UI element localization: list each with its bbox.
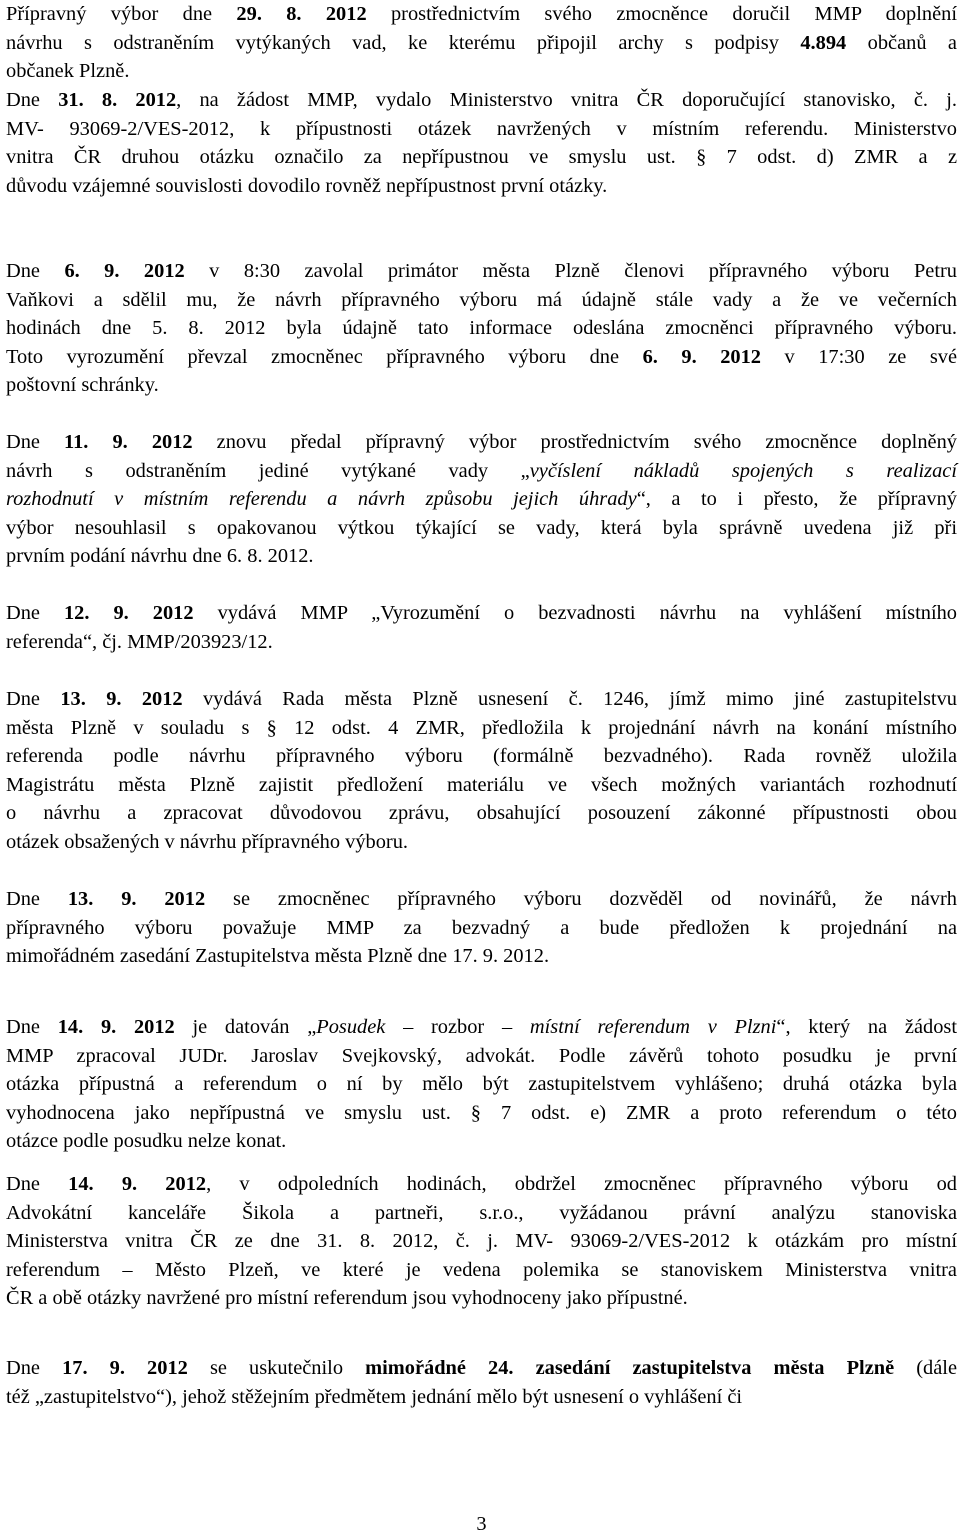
text-line [6, 29, 957, 58]
text-run: Magistrátu města Plzně zajistit předložení materiálu ve všech možných variantách rozhodnutí [6, 773, 957, 796]
text-run: prvním podání návrhu dne 6. 8. 2012. [6, 545, 314, 568]
paragraph [6, 885, 957, 971]
text-run: Dne [6, 260, 65, 282]
text-run: , na žádost MMP, vydalo Ministerstvo vnitra ČR doporučující stanovisko, č. j. [176, 89, 957, 111]
text-run: města Plzně v souladu s § 12 odst. 4 ZMR, předložila k projednání návrh na konání místního [6, 716, 957, 739]
text-run: 4.894 [800, 31, 847, 54]
text-line [6, 172, 957, 201]
text-line [6, 314, 957, 343]
text-line [6, 1170, 957, 1199]
text-run: hodinách dne 5. 8. 2012 byla údajně tato informace odeslána zmocněnci přípravného výboru. [6, 317, 957, 340]
text-run: Posudek [316, 1016, 386, 1038]
text-run: 29. 8. 2012 [236, 3, 367, 25]
text-run: 13. 9. 2012 [60, 688, 183, 710]
text-line [6, 1013, 957, 1042]
text-run: Advokátní kanceláře Šikola a partneři, s.r.o., vyžádanou právní analýzu stanoviska [6, 1201, 957, 1224]
text-run: Ministerstva vnitra ČR ze dne 31. 8. 2012, č. j. MV- 93069-2/VES-2012 k otázkám pro místní [6, 1230, 957, 1253]
text-run: vnitra ČR druhou otázku označilo za nepřípustnou ve smyslu ust. § 7 odst. d) ZMR a z [6, 146, 957, 169]
text-line [6, 57, 957, 86]
text-run: v 8:30 zavolal primátor města Plzně členovi přípravného výboru Petru [184, 260, 958, 282]
text-line [6, 771, 957, 800]
text-run: vyčíslení nákladů spojených s realizací [529, 459, 958, 482]
text-run: rozhodnutí v místním referendu a návrh způsobu jejich úhrady [6, 488, 637, 511]
text-line [6, 257, 957, 286]
text-run: je datován „ [174, 1016, 317, 1038]
text-line [6, 1256, 957, 1285]
text-line [6, 885, 957, 914]
text-run: též „zastupitelstvo“), jehož stěžejním předmětem jednání mělo být usnesení o vyhlášení či [6, 1385, 743, 1408]
text-run: mimořádném zasedání Zastupitelstva města Plzně dne 17. 9. 2012. [6, 945, 550, 968]
text-line [6, 457, 957, 486]
text-run: Vaňkovi a sdělil mu, že návrh přípravného výboru má údajně stále vady a že ve večerních [6, 288, 957, 311]
text-run: Dne [6, 602, 64, 624]
text-run: otázek obsažených v návrhu přípravného výboru. [6, 830, 409, 853]
text-run: Dne [6, 89, 59, 111]
text-run: ČR a obě otázky navržené pro místní referendum jsou vyhodnoceny jako přípustné. [6, 1287, 688, 1310]
text-line [6, 0, 957, 29]
text-line [6, 742, 957, 771]
text-line [6, 485, 957, 514]
text-line [6, 1354, 957, 1383]
text-run: 11. 9. 2012 [64, 431, 193, 453]
text-run: MMP zpracoval JUDr. Jaroslav Svejkovský, advokát. Podle závěrů tohoto posudku je první [6, 1044, 957, 1067]
text-line [6, 1227, 957, 1256]
text-line [6, 599, 957, 628]
text-run: občanek Plzně. [6, 60, 130, 83]
text-run: poštovní schránky. [6, 374, 159, 397]
text-run: v 17:30 ze své [760, 345, 957, 368]
text-run: Přípravný výbor dne [6, 3, 237, 25]
text-run: vydává MMP „Vyrozumění o bezvadnosti návrhu na vyhlášení místního [193, 602, 957, 624]
text-line [6, 828, 957, 857]
text-line [6, 942, 957, 971]
text-run: otázka přípustná a referendum o ní by mělo být zastupitelstvem vyhlášeno; druhá otázka byla [6, 1073, 957, 1096]
text-run: 13. 9. 2012 [67, 888, 206, 910]
text-run: mimořádné 24. zasedání zastupitelstva města Plzně [365, 1357, 895, 1379]
text-line [6, 428, 957, 457]
text-run: Toto vyrozumění převzal zmocněnec přípravného výboru dne [6, 345, 643, 368]
paragraph [6, 1013, 957, 1156]
paragraph [6, 86, 957, 200]
text-run: (dále [894, 1357, 958, 1379]
text-run: výbor nesouhlasil s opakovanou výtkou týkající se vady, která byla správně uvedena již při [6, 516, 957, 539]
text-run: “, který na žádost [776, 1016, 957, 1038]
text-run: 17. 9. 2012 [62, 1357, 188, 1379]
text-run: se zmocněnec přípravného výboru dozvěděl od novinářů, že návrh [205, 888, 957, 910]
text-run: Dne [6, 1357, 63, 1379]
text-run: Dne [6, 431, 65, 453]
text-line [6, 799, 957, 828]
text-run: referendum – Město Plzeň, ve které je vedena polemika se stanoviskem Ministerstva vnitra [6, 1258, 957, 1281]
text-run: “, a to i přesto, že přípravný [636, 488, 957, 511]
text-line [6, 514, 957, 543]
text-run: referenda“, čj. MMP/203923/12. [6, 630, 273, 653]
text-run: MV- 93069-2/VES-2012, k přípustnosti otázek navržených v místním referendu. Ministerstvo [6, 117, 957, 140]
text-line [6, 1127, 957, 1156]
text-run: prostřednictvím svého zmocněnce doručil MMP doplnění [366, 3, 957, 25]
text-line [6, 714, 957, 743]
text-run: návrhu s odstraněním vytýkaných vad, ke kterému připojil archy s podpisy [6, 31, 801, 54]
paragraph [6, 0, 957, 86]
text-line [6, 1199, 957, 1228]
text-run: 14. 9. 2012 [68, 1173, 207, 1195]
text-run: o návrhu a zpracovat důvodovou zprávu, obsahující posouzení zákonné přípustnosti obou [6, 802, 957, 825]
text-run: 14. 9. 2012 [57, 1016, 175, 1038]
text-run: návrh s odstraněním jediné vytýkané vady „ [6, 459, 530, 482]
text-line [6, 1284, 957, 1313]
text-line [6, 115, 957, 144]
text-run: důvodu vzájemné souvislosti dovodilo rovněž nepřípustnost první otázky. [6, 174, 608, 197]
paragraph [6, 685, 957, 857]
text-run: , v odpoledních hodinách, obdržel zmocněnec přípravného výboru od [206, 1173, 957, 1195]
text-run: znovu předal přípravný výbor prostřednictvím svého zmocněnce doplněný [192, 431, 957, 453]
text-line [6, 628, 957, 657]
paragraph [6, 1170, 957, 1313]
text-line [6, 371, 957, 400]
paragraph [6, 428, 957, 571]
text-line [6, 1099, 957, 1128]
text-line [6, 86, 957, 115]
text-run: Dne [6, 888, 68, 910]
text-line [6, 542, 957, 571]
text-line [6, 286, 957, 315]
text-run: 12. 9. 2012 [63, 602, 194, 624]
text-run: 31. 8. 2012 [58, 89, 177, 111]
paragraph [6, 257, 957, 400]
text-run: místní referendum v Plzni [529, 1016, 777, 1038]
text-run: referenda podle návrhu přípravného výboru (formálně bezvadného). Rada rovněž uložila [6, 745, 957, 768]
text-run: Dne [6, 1016, 58, 1038]
page-number: 3 [476, 1513, 487, 1535]
text-run: 6. 9. 2012 [64, 260, 185, 282]
text-line [6, 343, 957, 372]
text-line [6, 914, 957, 943]
text-run: vyhodnocena jako nepřípustná ve smyslu ust. § 7 odst. e) ZMR a proto referendum o této [6, 1101, 957, 1124]
text-run: přípravného výboru považuje MMP za bezvadný a bude předložen k projednání na [6, 916, 957, 939]
text-run: Dne [6, 1173, 69, 1195]
text-run: – rozbor – [385, 1016, 530, 1038]
text-run: Dne [6, 688, 61, 710]
text-line [6, 685, 957, 714]
document-page [6, 0, 957, 1537]
paragraph [6, 1354, 957, 1411]
text-run: 6. 9. 2012 [642, 345, 761, 368]
text-line [6, 1383, 957, 1412]
text-run: vydává Rada města Plzně usnesení č. 1246, jímž mimo jiné zastupitelstvu [182, 688, 957, 710]
text-line [6, 143, 957, 172]
paragraph [6, 599, 957, 656]
text-run: otázce podle posudku nelze konat. [6, 1130, 287, 1153]
text-run: občanů a [846, 31, 957, 54]
text-run: se uskutečnilo [187, 1357, 366, 1379]
text-line [6, 1042, 957, 1071]
text-line [6, 1070, 957, 1099]
